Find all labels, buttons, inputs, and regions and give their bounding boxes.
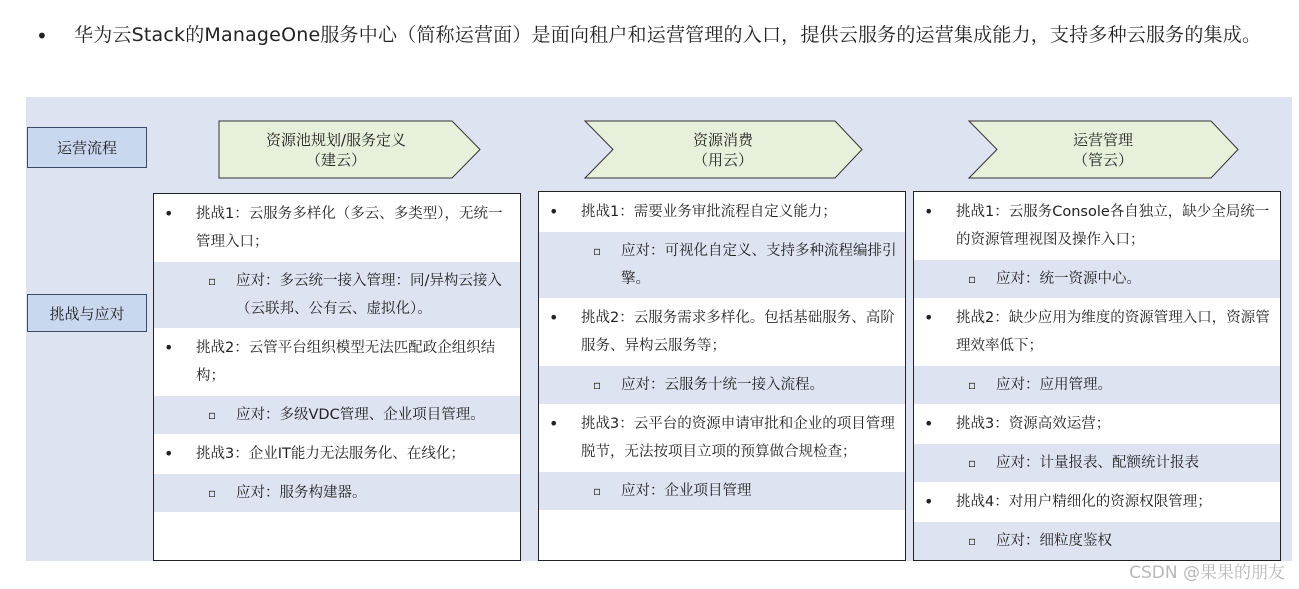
response-text: 应对：云服务十统一接入流程。 bbox=[621, 377, 824, 393]
challenge-item bbox=[539, 404, 905, 472]
diagram bbox=[26, 97, 1292, 561]
challenge-text: 挑战1：云服务多样化（多云、多类型），无统一管理入口； bbox=[196, 206, 503, 250]
response-item bbox=[914, 366, 1280, 404]
square-bullet-icon: ▫ bbox=[968, 456, 977, 470]
stage-arrow-consume bbox=[584, 120, 864, 179]
challenge-item bbox=[914, 482, 1280, 522]
challenge-item bbox=[914, 192, 1280, 260]
square-bullet-icon: ▫ bbox=[593, 484, 602, 498]
square-bullet-icon: ▫ bbox=[208, 486, 217, 500]
bullet-icon: • bbox=[924, 202, 934, 221]
challenge-text: 挑战2：云管平台组织模型无法匹配政企组织结构； bbox=[196, 340, 496, 384]
stage-title: 资源消费 bbox=[692, 130, 753, 149]
challenge-text: 挑战4：对用户精细化的资源权限管理； bbox=[956, 494, 1212, 510]
stage-subtitle: （建云） bbox=[305, 150, 366, 169]
stage-arrow-build bbox=[218, 120, 482, 179]
challenge-text: 挑战3：企业IT能力无法服务化、在线化； bbox=[196, 446, 465, 462]
bullet-icon: • bbox=[924, 308, 934, 327]
response-text: 应对：应用管理。 bbox=[996, 377, 1112, 393]
challenge-text: 挑战2：缺少应用为维度的资源管理入口，资源管理效率低下； bbox=[956, 310, 1270, 354]
response-item bbox=[539, 366, 905, 404]
panel-build bbox=[153, 193, 521, 561]
bullet-icon: • bbox=[549, 308, 559, 327]
square-bullet-icon: ▫ bbox=[968, 378, 977, 392]
response-item bbox=[539, 472, 905, 510]
panel-manage bbox=[913, 191, 1281, 561]
square-bullet-icon: ▫ bbox=[968, 272, 977, 286]
response-item bbox=[154, 396, 520, 434]
label-challenge: 挑战与应对 bbox=[27, 294, 147, 332]
challenge-text: 挑战1：云服务Console各自独立，缺少全局统一的资源管理视图及操作入口； bbox=[956, 204, 1270, 248]
label-process: 运营流程 bbox=[27, 127, 147, 168]
bullet-icon: • bbox=[924, 492, 934, 511]
challenge-item bbox=[539, 298, 905, 366]
challenge-text: 挑战2：云服务需求多样化。包括基础服务、高阶服务、异构云服务等； bbox=[581, 310, 895, 354]
challenge-text: 挑战3：云平台的资源申请审批和企业的项目管理脱节，无法按项目立项的预算做合规检查； bbox=[581, 416, 895, 460]
challenge-item bbox=[154, 328, 520, 396]
response-text: 应对：可视化自定义、支持多种流程编排引擎。 bbox=[621, 243, 897, 287]
response-text: 应对：细粒度鉴权 bbox=[996, 533, 1112, 549]
response-item bbox=[154, 262, 520, 328]
bullet-icon: • bbox=[36, 24, 48, 48]
panel-consume bbox=[538, 191, 906, 561]
square-bullet-icon: ▫ bbox=[593, 378, 602, 392]
bullet-icon: • bbox=[549, 202, 559, 221]
intro-text: 华为云Stack的ManageOne服务中心（简称运营面）是面向租户和运营管理的入口，提供云服务的运营集成能力，支持多种云服务的集成。 bbox=[74, 24, 1262, 46]
challenge-text: 挑战1：需要业务审批流程自定义能力； bbox=[581, 204, 837, 220]
stage-subtitle: （用云） bbox=[692, 150, 753, 169]
bullet-icon: • bbox=[924, 414, 934, 433]
bullet-icon: • bbox=[164, 204, 174, 223]
bullet-icon: • bbox=[549, 414, 559, 433]
challenge-item bbox=[154, 194, 520, 262]
challenge-item bbox=[914, 298, 1280, 366]
response-text: 应对：服务构建器。 bbox=[236, 485, 367, 501]
challenge-item bbox=[539, 192, 905, 232]
response-text: 应对：多级VDC管理、企业项目管理。 bbox=[236, 407, 485, 423]
challenge-item bbox=[154, 434, 520, 474]
response-item bbox=[154, 474, 520, 512]
bullet-icon: • bbox=[164, 444, 174, 463]
watermark: CSDN @果果的朋友 bbox=[1129, 563, 1285, 583]
response-item bbox=[914, 444, 1280, 482]
square-bullet-icon: ▫ bbox=[208, 408, 217, 422]
response-text: 应对：计量报表、配额统计报表 bbox=[996, 455, 1199, 471]
square-bullet-icon: ▫ bbox=[968, 534, 977, 548]
intro-paragraph bbox=[30, 16, 1292, 54]
response-item bbox=[539, 232, 905, 298]
stage-subtitle: （管云） bbox=[1072, 150, 1133, 169]
response-text: 应对：统一资源中心。 bbox=[996, 271, 1141, 287]
stage-title: 运营管理 bbox=[1072, 130, 1133, 149]
response-item bbox=[914, 522, 1280, 560]
response-text: 应对：企业项目管理 bbox=[621, 483, 752, 499]
stage-title: 资源池规划/服务定义 bbox=[265, 130, 407, 149]
bullet-icon: • bbox=[164, 338, 174, 357]
response-text: 应对：多云统一接入管理：同/异构云接入（云联邦、公有云、虚拟化）。 bbox=[236, 273, 502, 317]
challenge-text: 挑战3：资源高效运营； bbox=[956, 416, 1111, 432]
challenge-item bbox=[914, 404, 1280, 444]
response-item bbox=[914, 260, 1280, 298]
square-bullet-icon: ▫ bbox=[208, 274, 217, 288]
square-bullet-icon: ▫ bbox=[593, 244, 602, 258]
stage-arrow-manage bbox=[968, 120, 1240, 179]
